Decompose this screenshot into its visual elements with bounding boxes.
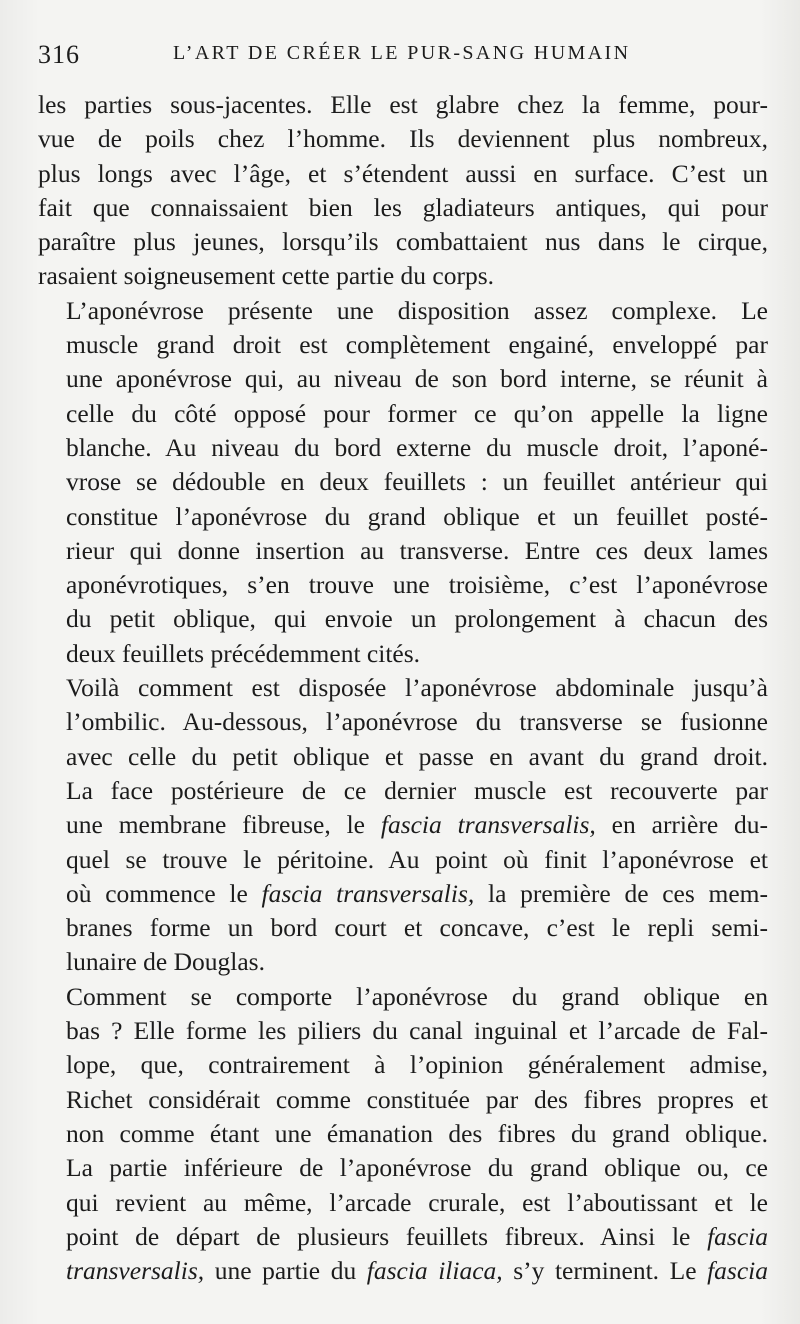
text-line: Voilà comment est disposée l’aponévrose abdominale jusqu’à [66, 673, 768, 703]
text-line: vrose se dédouble en deux feuillets : un feuillet antérieur qui [66, 467, 768, 497]
text-line: l’ombilic. Au-dessous, l’aponévrose du transverse se fusionne [66, 707, 768, 737]
text-line: point de départ de plusieurs feuillets fibreux. Ainsi le fascia [66, 1221, 768, 1251]
text-line: La partie inférieure de l’aponévrose du grand oblique ou, ce [66, 1153, 768, 1183]
text-line: non comme étant une émanation des fibres du grand oblique. [66, 1118, 768, 1148]
running-head [38, 36, 768, 88]
text-line: lunaire de Douglas. [66, 947, 265, 977]
text-line: lope, que, contrairement à l’opinion généralement admise, [66, 1050, 768, 1080]
text-line: branes forme un bord court et concave, c’est le repli semi- [66, 913, 768, 943]
text-line: blanche. Au niveau du bord externe du muscle droit, l’aponé- [66, 432, 768, 462]
text-line: L’aponévrose présente une disposition assez complexe. Le [66, 295, 768, 325]
paragraph [38, 88, 768, 294]
paragraph [38, 980, 768, 1289]
text-line: deux feuillets précédemment cités. [66, 638, 421, 668]
text-line: les parties sous-jacentes. Elle est glabre chez la femme, pour- [38, 90, 768, 119]
text-line: muscle grand droit est complètement engainé, enveloppé par [66, 330, 768, 360]
text-line: avec celle du petit oblique et passe en avant du grand droit. [66, 741, 768, 771]
text-line: plus longs avec l’âge, et s’étendent aussi en surface. C’est un [38, 158, 768, 188]
text-line: où commence le fascia transversalis, la première de ces mem- [66, 878, 768, 908]
text-line: paraître plus jeunes, lorsqu’ils combattaient nus dans le cirque, [38, 227, 768, 257]
paragraph [38, 671, 768, 980]
text-line: rieur qui donne insertion au transverse. Entre ces deux lames [66, 535, 768, 565]
text-line: qui revient au même, l’arcade crurale, est l’aboutissant et le [66, 1187, 768, 1217]
body-text [38, 88, 768, 1288]
text-line: Comment se comporte l’aponévrose du grand oblique en [66, 981, 768, 1011]
text-line: bas ? Elle forme les piliers du canal inguinal et l’arcade de Fal- [66, 1016, 768, 1046]
text-line: Richet considérait comme constituée par des fibres propres et [66, 1084, 768, 1114]
text-line: du petit oblique, qui envoie un prolongement à chacun des [66, 604, 768, 634]
paragraph [38, 294, 768, 671]
text-line: une aponévrose qui, au niveau de son bord interne, se réunit à [66, 364, 768, 394]
text-line: vue de poils chez l’homme. Ils deviennent plus nombreux, [38, 124, 768, 154]
text-line: quel se trouve le péritoine. Au point où finit l’aponévrose et [66, 844, 768, 874]
running-title: L’ART DE CRÉER LE PUR-SANG HUMAIN [173, 42, 631, 64]
text-line: une membrane fibreuse, le fascia transversalis, en arrière du- [66, 810, 769, 840]
page-number: 316 [38, 40, 80, 69]
text-line: aponévrotiques, s’en trouve une troisième, c’est l’aponévrose [66, 570, 768, 600]
text-line: rasaient soigneusement cette partie du corps. [38, 261, 494, 291]
text-line: transversalis, une partie du fascia iliaca, s’y terminent. Le fascia [66, 1256, 768, 1286]
text-line: La face postérieure de ce dernier muscle est recouverte par [66, 775, 768, 805]
text-line: celle du côté opposé pour former ce qu’on appelle la ligne [66, 398, 768, 428]
text-line: constitue l’aponévrose du grand oblique et un feuillet posté- [66, 501, 768, 531]
text-line: fait que connaissaient bien les gladiateurs antiques, qui pour [38, 192, 768, 222]
